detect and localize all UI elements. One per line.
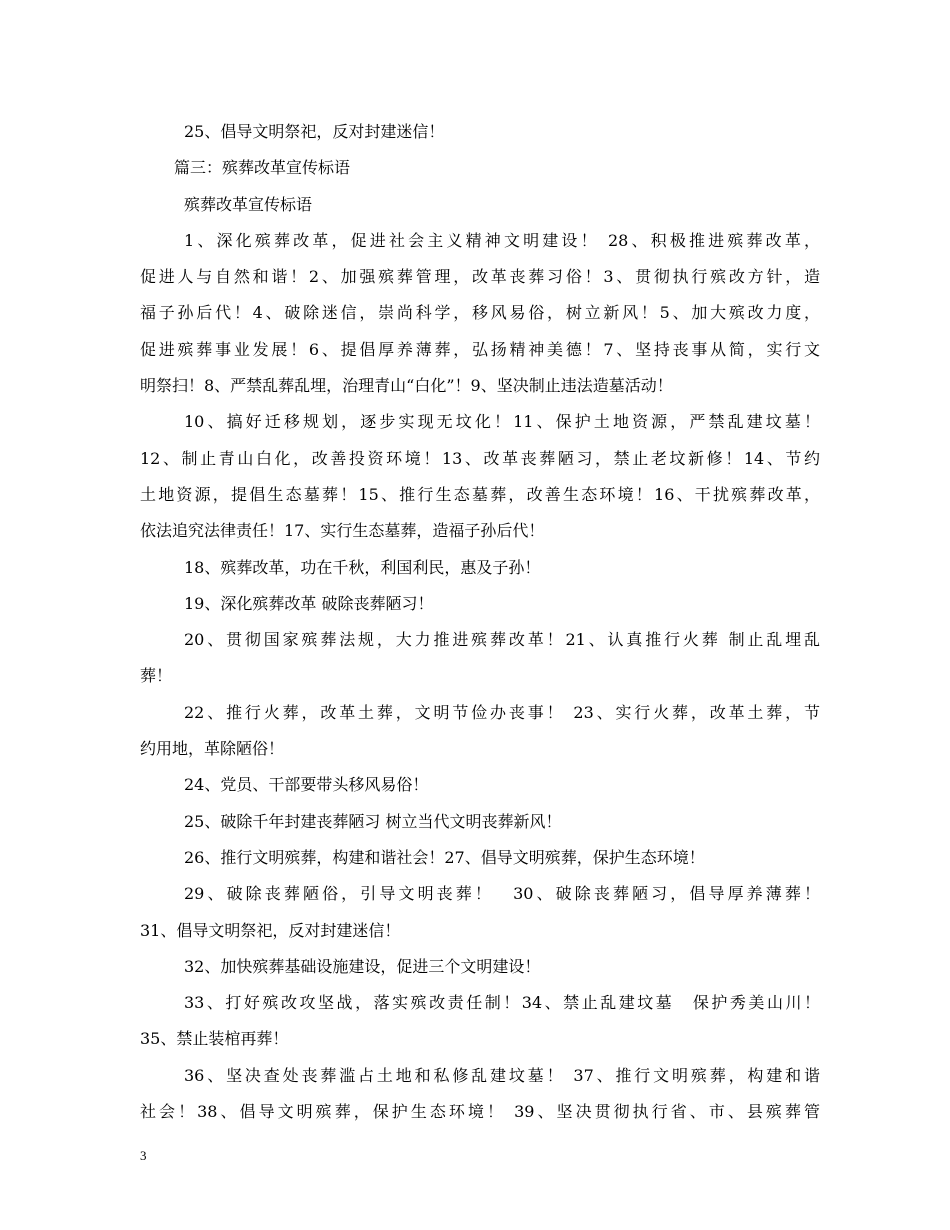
text-line: 促进人与自然和谐！2、加强殡葬管理，改革丧葬习俗！3、贯彻执行殡改方针，造 xyxy=(140,267,820,287)
text-line: 明祭扫！8、严禁乱葬乱埋，治理青山“白化”！9、坚决制止违法造墓活动！ xyxy=(140,376,673,396)
text-line: 24、党员、干部要带头移风易俗！ xyxy=(184,775,429,795)
text-line: 26、推行文明殡葬，构建和谐社会！27、倡导文明殡葬，保护生态环境！ xyxy=(184,847,705,867)
text-line: 促进殡葬事业发展！6、提倡厚养薄葬，弘扬精神美德！7、坚持丧事从简，实行文 xyxy=(140,339,820,359)
text-line: 约用地，革除陋俗！ xyxy=(140,739,285,759)
text-line: 20、贯彻国家殡葬法规，大力推进殡葬改革！21、认真推行火葬 制止乱埋乱 xyxy=(184,630,820,650)
document-body xyxy=(140,114,820,1130)
text-line: 31、倡导文明祭祀，反对封建迷信！ xyxy=(140,920,401,940)
text-line: 葬！ xyxy=(140,666,173,686)
text-line: 25、破除千年封建丧葬陋习 树立当代文明丧葬新风！ xyxy=(184,811,562,831)
text-line: 1、深化殡葬改革，促进社会主义精神文明建设！ 28、积极推进殡葬改革， xyxy=(184,230,820,250)
text-line: 36、坚决查处丧葬滥占土地和私修乱建坟墓！ 37、推行文明殡葬，构建和谐 xyxy=(184,1065,820,1085)
text-line: 12、制止青山白化，改善投资环境！13、改革丧葬陋习，禁止老坟新修！14、节约 xyxy=(140,448,820,468)
text-line: 33、打好殡改攻坚战，落实殡改责任制！34、禁止乱建坟墓 保护秀美山川！ xyxy=(184,993,820,1013)
text-line: 殡葬改革宣传标语 xyxy=(184,194,313,214)
text-line: 25、倡导文明祭祀，反对封建迷信！ xyxy=(184,122,445,141)
text-line: 10、搞好迁移规划，逐步实现无坟化！11、保护土地资源，严禁乱建坟墓！ xyxy=(184,412,820,432)
text-line: 土地资源，提倡生态墓葬！15、推行生态墓葬，改善生态环境！16、干扰殡葬改革， xyxy=(140,484,820,504)
text-line: 18、殡葬改革，功在千秋，利国利民，惠及子孙！ xyxy=(184,557,541,577)
text-line: 依法追究法律责任！17、实行生态墓葬，造福子孙后代！ xyxy=(140,521,545,541)
text-line: 35、禁止装棺再葬！ xyxy=(140,1029,289,1049)
text-line: 篇三：殡葬改革宣传标语 xyxy=(174,158,351,178)
page-number: 3 xyxy=(140,1148,147,1163)
text-line: 22、推行火葬，改革土葬，文明节俭办丧事！ 23、实行火葬，改革土葬，节 xyxy=(184,702,820,722)
text-line: 29、破除丧葬陋俗，引导文明丧葬！ 30、破除丧葬陋习，倡导厚养薄葬！ xyxy=(184,884,820,904)
text-line: 19、深化殡葬改革 破除丧葬陋习！ xyxy=(184,593,434,613)
text-line: 社会！38、倡导文明殡葬，保护生态环境！ 39、坚决贯彻执行省、市、县殡葬管 xyxy=(140,1102,820,1122)
text-line: 32、加快殡葬基础设施建设，促进三个文明建设！ xyxy=(184,956,541,976)
text-line: 福子孙后代！4、破除迷信，崇尚科学，移风易俗，树立新风！5、加大殡改力度， xyxy=(140,303,820,323)
